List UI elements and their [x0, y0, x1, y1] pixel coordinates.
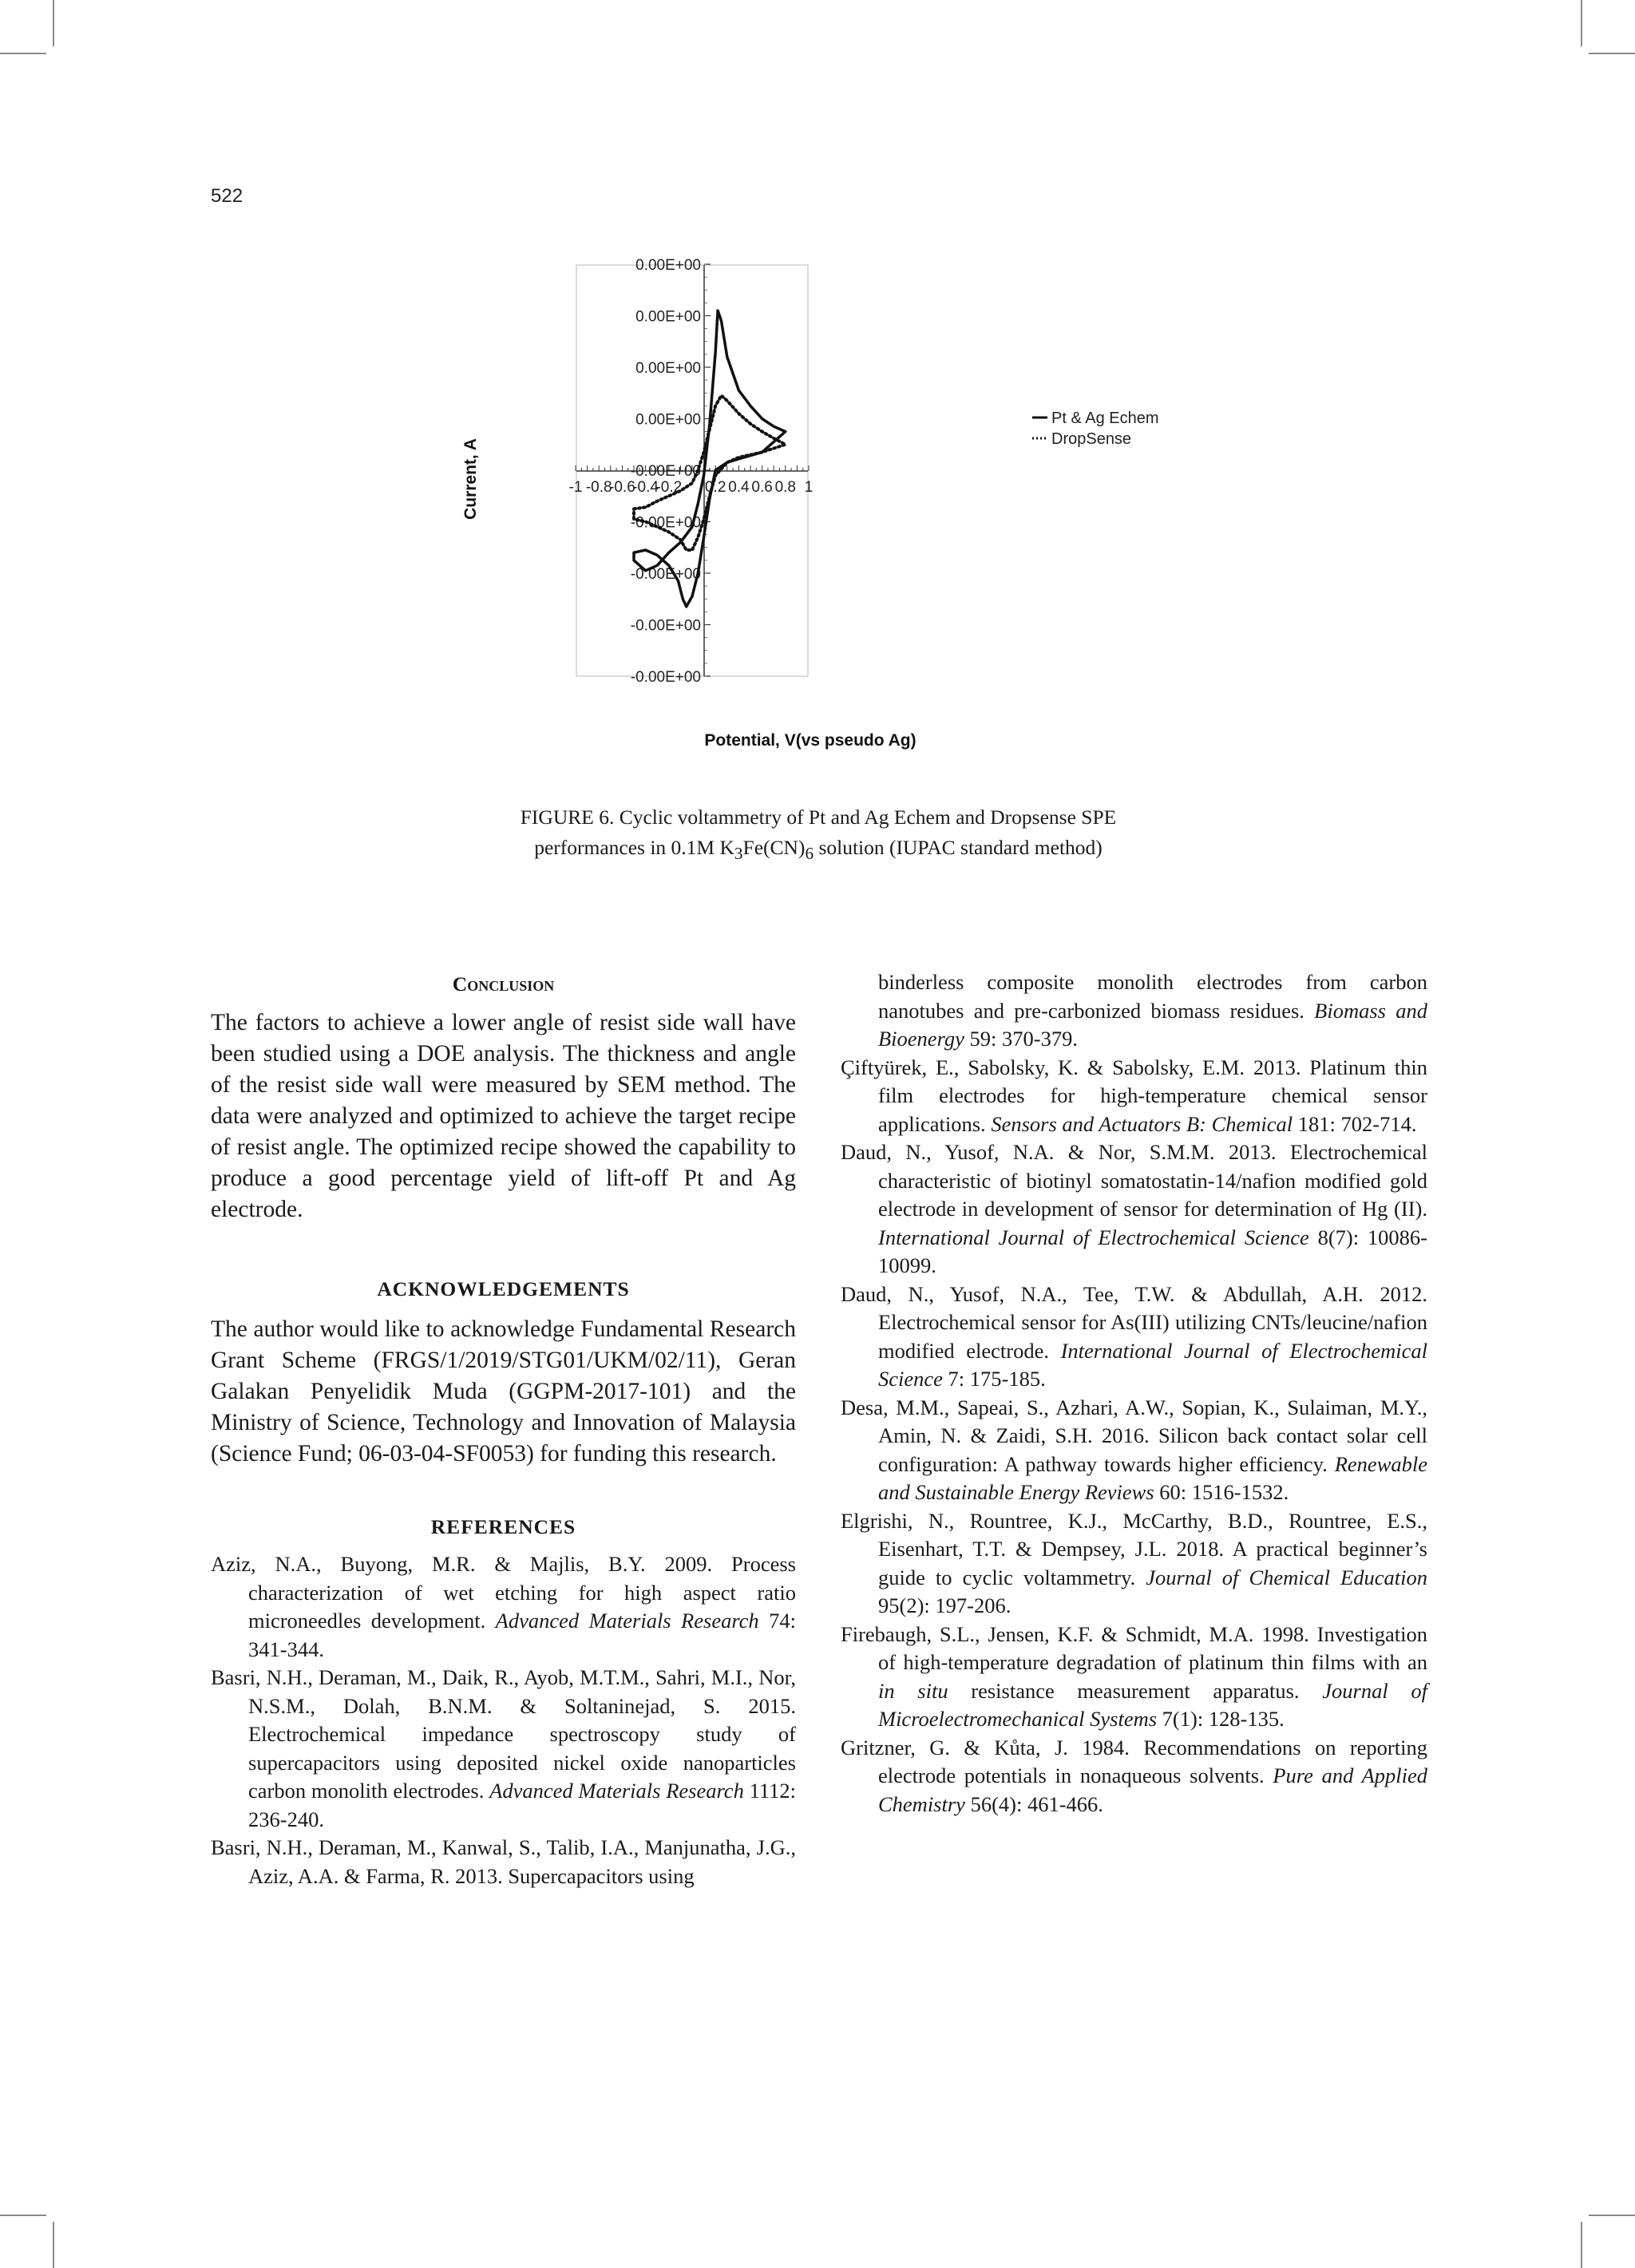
y-tick-label: 0.00E+00 [635, 308, 701, 326]
y-tick-label: 0.00E+00 [635, 360, 701, 377]
crop-mark [1581, 0, 1582, 46]
chart-legend [1032, 410, 1159, 448]
references-heading: REFERENCES [430, 1515, 576, 1538]
x-tick-label: -0.8 [585, 479, 612, 496]
crop-mark [1589, 2215, 1635, 2216]
caption-text: standard method) [955, 836, 1103, 859]
caption-text: Cyclic voltammetry of Pt and Ag Echem and Dropsense [614, 805, 1082, 829]
conclusion-paragraph: The factors to achieve a lower angle of resist side wall have been studied using a DOE analysis. The thickness and angle of the resist side wall were measured by SEM method. The data were analyzed and optimized to achieve the target recipe of resist angle. The optimized recipe showed the capability to produce a good percentage yield of lift-off Pt and Ag electrode. [211, 1010, 796, 1222]
caption-text: solution ( [814, 836, 897, 859]
reference-entry: Aziz, N.A., Buyong, M.R. & Majlis, B.Y. 2009. Process characterization of wet etching for high aspect ratio microneedles development. Advanced Materials Research 74: 341-344. [211, 1552, 796, 1661]
y-tick-label: 0.00E+00 [635, 411, 701, 429]
caption-abbr: IUPAC [896, 836, 956, 859]
crop-mark [0, 2215, 46, 2216]
caption-abbr: SPE [1081, 805, 1117, 829]
acknowledgements-heading: ACKNOWLEDGEMENTS [377, 1277, 630, 1300]
crop-mark [0, 53, 46, 54]
acknowledgements-paragraph: The author would like to acknowledge Fundamental Research Grant Scheme (FRGS/1/2019/STG01/UKM/02/11), Geran Galakan Penyelidik Muda (GGPM-2017-101) and the Ministry of Science, Technology and Innovation of Malaysia (Science Fund; 06-03-04-SF0053) for funding this research. [211, 1316, 797, 1466]
caption-text: Fe(CN) [742, 836, 806, 859]
series-line-pt-ag-echem [634, 308, 786, 607]
x-tick-label: 1 [804, 479, 814, 496]
caption-text: performances in 0.1M K [534, 836, 734, 859]
crop-mark [53, 2222, 54, 2268]
reference-entry: Daud, N., Yusof, N.A. & Nor, S.M.M. 2013. Electrochemical characteristic of biotinyl somatostatin-14/nafion modified gold electrode in development of sensor for determination of Hg (II). International Journal of Electrochemical Science 8(7): 10086-10099. [841, 1140, 1427, 1277]
crop-mark [53, 0, 54, 46]
y-tick-label: -0.00E+00 [630, 617, 701, 635]
reference-list-left [211, 1550, 796, 1890]
x-tick-label: 0.4 [728, 479, 750, 496]
reference-list-right [841, 968, 1427, 1819]
caption-subscript: 3 [734, 844, 743, 864]
reference-entry: Basri, N.H., Deraman, M., Daik, R., Ayob, M.T.M., Sahri, M.I., Nor, N.S.M., Dolah, B.N.M. & Soltaninejad, S. 2015. Electrochemical impedance spectroscopy study of supercapacitors using deposited nickel oxide nanoparticles carbon monolith electrodes. Advanced Materials Research 1112: 236-240. [211, 1665, 796, 1831]
reference-entry: Daud, N., Yusof, N.A., Tee, T.W. & Abdullah, A.H. 2012. Electrochemical sensor for As(III) utilizing CNTs/leucine/nafion modified electrode. International Journal of Electrochemical Science 7: 175-185. [841, 1281, 1427, 1391]
reference-entry: Çiftyürek, E., Sabolsky, K. & Sabolsky, E.M. 2013. Platinum thin film electrodes for high-temperature chemical sensor applications. Sensors and Actuators B: Chemical 181: 702-714. [841, 1055, 1427, 1136]
reference-entry: Basri, N.H., Deraman, M., Kanwal, S., Talib, I.A., Manjunatha, J.G., Aziz, A.A. & Farma, R. 2013. Supercapacitors using [211, 1835, 796, 1888]
figure-caption [415, 802, 1221, 869]
reference-entry: Elgrishi, N., Rountree, K.J., McCarthy, B.D., Rountree, E.S., Eisenhart, T.T. & Dempsey, J.L. 2018. A practical beginner’s guide to cyclic voltammetry. Journal of Chemical Education 95(2): 197-206. [841, 1508, 1427, 1617]
x-tick-label: -0.2 [655, 479, 683, 496]
left-column [211, 968, 796, 1890]
y-tick-label: -0.00E+00 [630, 669, 701, 686]
right-column [841, 968, 1427, 1819]
x-tick-label: 0.8 [774, 479, 797, 496]
page-number: 522 [211, 185, 243, 207]
reference-entry: Desa, M.M., Sapeai, S., Azhari, A.W., Sopian, K., Sulaiman, M.Y., Amin, N. & Zaidi, S.H. 2016. Silicon back contact solar cell configuration: A pathway towards higher efficiency. Renewable and Sustainable Energy Reviews 60: 1516-1532. [841, 1395, 1427, 1504]
x-tick-label: -0.6 [609, 479, 635, 496]
caption-subscript: 6 [805, 844, 814, 864]
legend-label-dropsense: DropSense [1051, 430, 1132, 448]
reference-continuation: binderless composite monolith electrodes from carbon nanotubes and pre-carbonized biomass residues. Biomass and Bioenergy 59: 370-379. [878, 970, 1427, 1051]
legend-label-pt-ag: Pt & Ag Echem [1051, 410, 1159, 427]
figure-label: FIGURE 6. [520, 805, 615, 829]
y-tick-label: -0.00E+00 [630, 566, 701, 583]
x-tick-label: -0.4 [632, 479, 659, 496]
crop-mark [1581, 2222, 1582, 2268]
y-axis-label: Current, A [461, 438, 480, 520]
y-tick-label: -0.00E+00 [630, 514, 701, 532]
y-tick-label: -0.00E+00 [630, 463, 701, 480]
reference-entry: Firebaugh, S.L., Jensen, K.F. & Schmidt, M.A. 1998. Investigation of high-temperature degradation of platinum thin films with an in situ resistance measurement apparatus. Journal of Microelectromechanical Systems 7(1): 128-135. [841, 1621, 1427, 1731]
conclusion-heading: Conclusion [452, 972, 555, 995]
reference-entry: Gritzner, G. & Kůta, J. 1984. Recommendations on reporting electrode potentials in nonaqueous solvents. Pure and Applied Chemistry 56(4): 461-466. [841, 1735, 1427, 1816]
x-axis-label: Potential, V(vs pseudo Ag) [704, 731, 916, 750]
cyclic-voltammetry-chart [431, 239, 1229, 766]
x-tick-label: -1 [568, 479, 583, 496]
y-tick-label: 0.00E+00 [635, 257, 701, 274]
x-tick-label: 0.2 [704, 479, 726, 496]
crop-mark [1589, 53, 1635, 54]
x-tick-label: 0.6 [751, 479, 773, 496]
